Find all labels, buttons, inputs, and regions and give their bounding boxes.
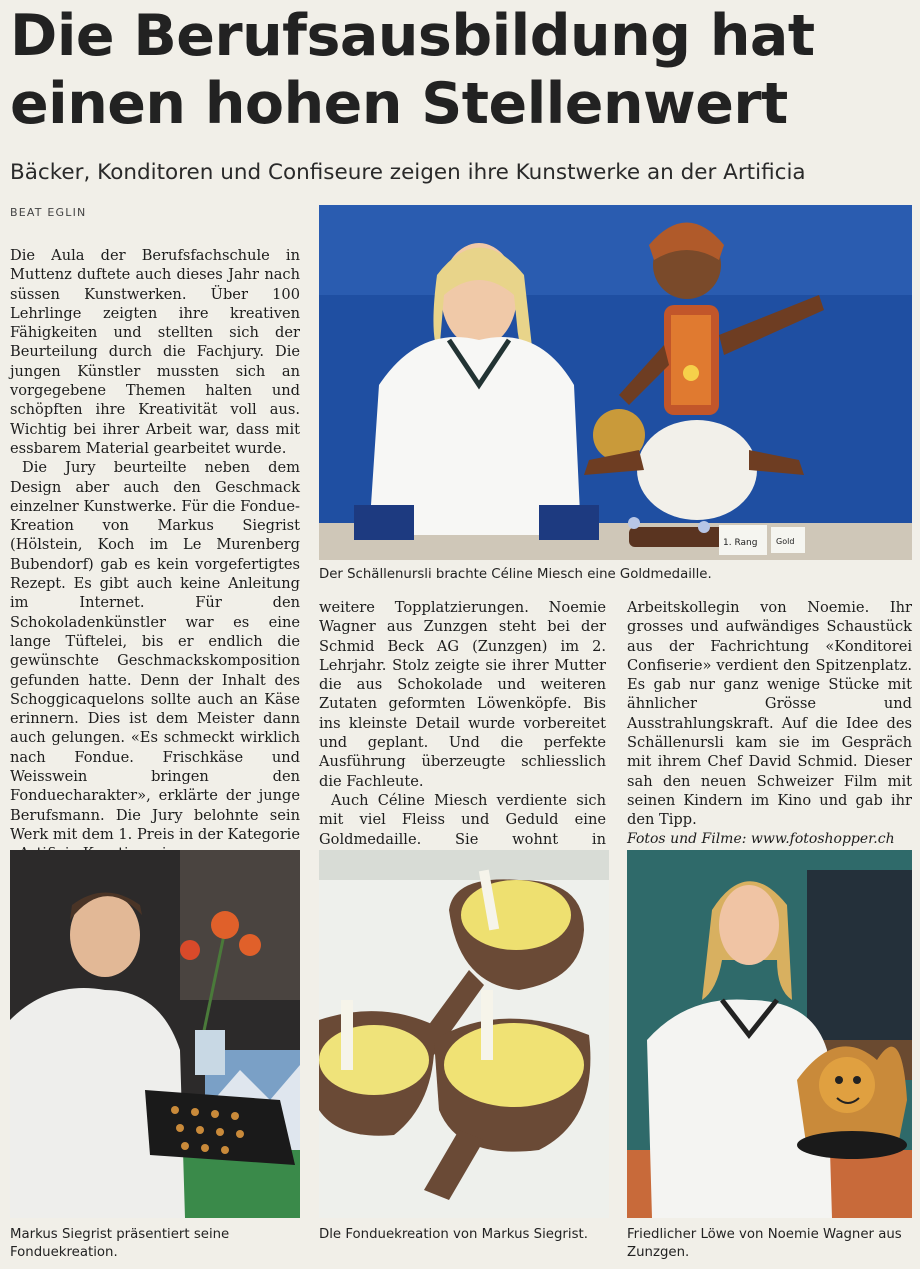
text-column-1 bbox=[10, 246, 300, 883]
left-photo-caption: Markus Siegrist präsentiert seine Fonduekreation. bbox=[10, 1227, 230, 1260]
article-byline: BEAT EGLIN bbox=[10, 206, 87, 219]
photo-fondue-creation bbox=[319, 850, 609, 1218]
paragraph: Arbeitskollegin von Noemie. Ihr grosses und aufwändiges Schaustück aus der Fachrichtung «Konditorei Confiserie» verdient den Spitzenplatz. Es gab nur ganz wenige Stücke mit ähnlicher Grösse und Ausstrahlungskraft. Auf die Idee des Schällenursli kam sie im Gespräch mit ihrem Chef David Schmid. Dieser sah den neuen Schweizer Film mit seinen Kindern im Kino und gab ihr den Tipp. bbox=[627, 599, 912, 829]
article-headline: Die Berufsausbildung hat einen hohen Stellenwert bbox=[10, 3, 815, 137]
text-column-2 bbox=[319, 598, 606, 868]
photo-celine-miesch bbox=[319, 205, 912, 560]
photo-credit: Fotos und Filme: www.fotoshopper.ch bbox=[627, 830, 895, 847]
paragraph: Die Aula der Berufsfachschule in Muttenz duftete auch dieses Jahr nach süssen Kunstwerken. Über 100 Lehrlinge zeigten ihre kreativen Fähigkeiten und stellten sich der Beurteilung durch die Fachjury. Die jungen Künstler mussten sich an vorgegebene Themen halten und schöpften ihre Kreativität voll aus. Wichtig bei ihrer Arbeit war, dass mit essbarem Material gearbeitet wurde. bbox=[10, 247, 300, 457]
gold-card-label: Gold bbox=[776, 537, 795, 546]
paragraph: Die Jury beurteilte neben dem Design aber auch den Geschmack einzelner Kunstwerke. Für die Fondue-Kreation von Markus Siegrist (Hölstein, Koch im Le Murenberg Bubendorf) gab es kein vorgefertigtes Rezept. Es gibt auch keine Anleitung im Internet. Für den Schokoladenkünstler war es eine lange Tüftelei, bis er endlich die gewünschte Geschmackskomposition gefunden hatte. Denn der Inhalt des Schoggicaquelons sollte auch an Käse erinnern. Dies ist dem Meister dann auch gelungen. «Es schmeckt wirklich nach Fondue. Frischkäse und Weisswein bringen den Fonduecharakter», erklärte der junge Berufsmann. Die Jury belohnte sein Werk mit dem 1. Preis in der Kategorie bbox=[10, 459, 300, 843]
photo-markus-siegrist bbox=[10, 850, 300, 1218]
paragraph: weitere Topplatzierungen. Noemie Wagner aus Zunzgen steht bei der Schmid Beck AG (Zunzgen) im 2. Lehrjahr. Stolz zeigte sie ihrer Mutter die aus Schokolade und weiteren Zutaten geformten Löwenköpfe. Bis ins kleinste Detail wurde vorbereitet und geplant. Und die perfekte Ausführung überzeugte schliesslich die Fachleute. bbox=[319, 599, 606, 790]
photo-noemie-wagner bbox=[627, 850, 912, 1218]
right-photo-caption: Friedlicher Löwe von Noemie Wagner aus Zunzgen. bbox=[627, 1227, 902, 1260]
middle-photo-caption: Dle Fonduekreation von Markus Siegrist. bbox=[319, 1227, 588, 1242]
paragraph: Auch Céline Miesch verdiente sich mit viel Fleiss und Geduld eine Goldmedaille. Sie wohnt in bbox=[319, 791, 606, 848]
main-photo-caption: Der Schällenursli brachte Céline Miesch eine Goldmedaille. bbox=[319, 567, 712, 582]
text-column-3 bbox=[627, 598, 912, 849]
article-subheadline: Bäcker, Konditoren und Confiseure zeigen ihre Kunstwerke an der Artificia bbox=[10, 160, 806, 185]
rank-card-label: 1. Rang bbox=[723, 538, 758, 548]
